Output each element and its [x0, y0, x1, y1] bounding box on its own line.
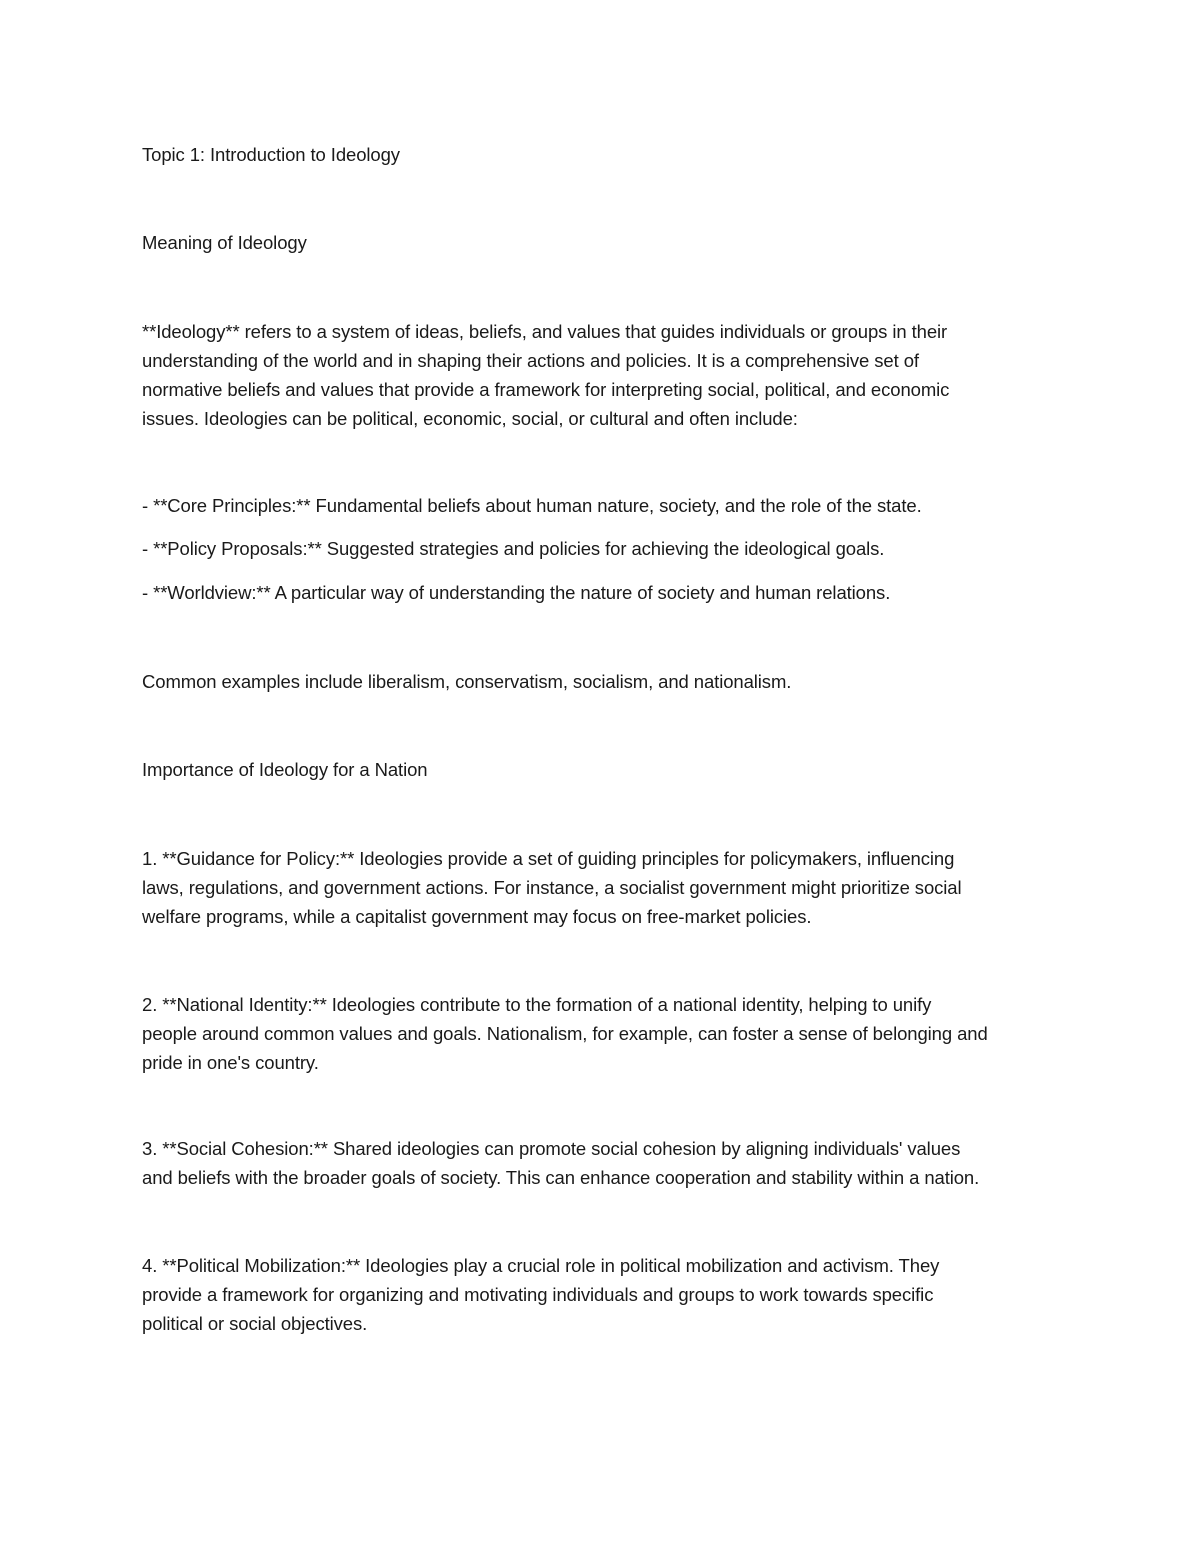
- numbered-item-social-cohesion: [142, 1134, 1072, 1192]
- numbered-item-political-mobilization: [142, 1251, 1072, 1338]
- paragraph-line: 1. **Guidance for Policy:** Ideologies provide a set of guiding principles for policymakers, influencing: [142, 848, 955, 869]
- paragraph-line: political or social objectives.: [142, 1313, 368, 1334]
- section-heading-meaning: Meaning of Ideology: [142, 232, 307, 253]
- paragraph-line: normative beliefs and values that provide a framework for interpreting social, political, and economic: [142, 379, 950, 400]
- paragraph-line: provide a framework for organizing and motivating individuals and groups to work towards specific: [142, 1284, 934, 1305]
- section-heading-importance: Importance of Ideology for a Nation: [142, 759, 428, 780]
- bullet-item-core-principles: - **Core Principles:** Fundamental beliefs about human nature, society, and the role of the state.: [142, 495, 922, 516]
- paragraph-line: **Ideology** refers to a system of ideas, beliefs, and values that guides individuals or groups in their: [142, 321, 948, 342]
- paragraph-line: welfare programs, while a capitalist government may focus on free-market policies.: [142, 906, 812, 927]
- paragraph-line: understanding of the world and in shaping their actions and policies. It is a comprehensive set of: [142, 350, 919, 371]
- bullet-item-worldview: - **Worldview:** A particular way of understanding the nature of society and human relations.: [142, 582, 891, 603]
- numbered-item-national-identity: [142, 990, 1072, 1077]
- paragraph-line: and beliefs with the broader goals of society. This can enhance cooperation and stability within a nation.: [142, 1167, 980, 1188]
- examples-paragraph: Common examples include liberalism, conservatism, socialism, and nationalism.: [142, 671, 792, 692]
- paragraph-line: laws, regulations, and government actions. For instance, a socialist government might prioritize social: [142, 877, 962, 898]
- paragraph-line: pride in one's country.: [142, 1052, 319, 1073]
- bullet-item-policy-proposals: - **Policy Proposals:** Suggested strategies and policies for achieving the ideological goals.: [142, 538, 885, 559]
- paragraph-line: issues. Ideologies can be political, economic, social, or cultural and often include:: [142, 408, 798, 429]
- numbered-item-guidance: [142, 844, 1072, 931]
- paragraph-line: 4. **Political Mobilization:** Ideologies play a crucial role in political mobilization and activism. They: [142, 1255, 940, 1276]
- topic-title: Topic 1: Introduction to Ideology: [142, 144, 400, 165]
- paragraph-line: people around common values and goals. Nationalism, for example, can foster a sense of belonging and: [142, 1023, 988, 1044]
- paragraph-line: 2. **National Identity:** Ideologies contribute to the formation of a national identity, helping to unify: [142, 994, 932, 1015]
- paragraph-line: 3. **Social Cohesion:** Shared ideologies can promote social cohesion by aligning individuals' values: [142, 1138, 961, 1159]
- definition-paragraph: [142, 317, 1072, 433]
